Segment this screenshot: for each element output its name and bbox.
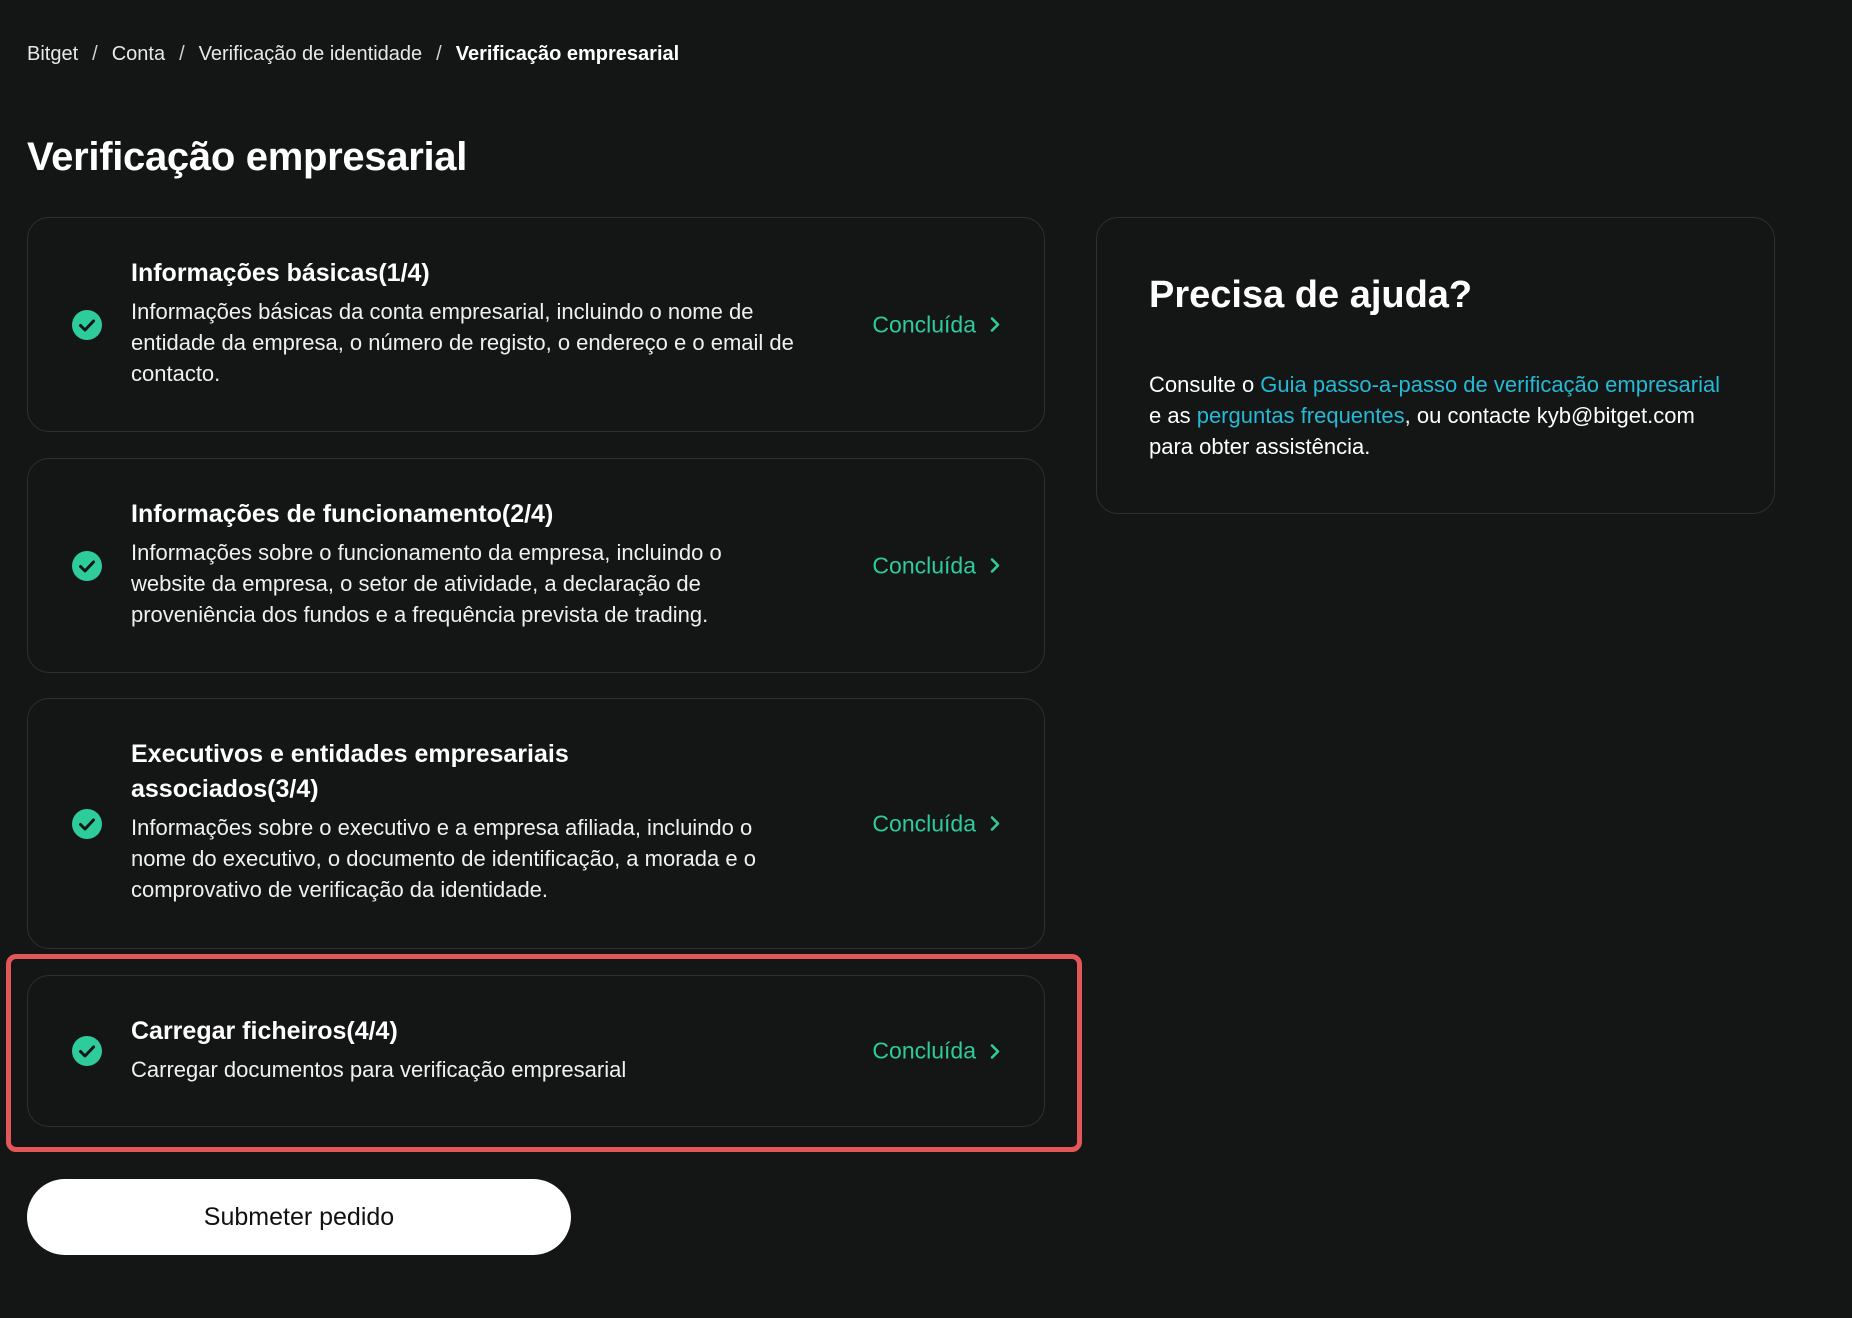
step-description: Informações sobre o executivo e a empresa afiliada, incluindo o nome do executivo, o documento de identificação, a morada e o comprovativo de verificação da identidade. bbox=[131, 815, 756, 902]
step-card-executives[interactable] bbox=[27, 698, 1045, 949]
step-text bbox=[131, 1014, 796, 1085]
help-card bbox=[1096, 217, 1775, 514]
step-description: Informações sobre o funcionamento da empresa, incluindo o website da empresa, o setor de atividade, a declaração de proveniência dos fundos e a frequência prevista de trading. bbox=[131, 540, 722, 627]
breadcrumb-separator: / bbox=[179, 43, 185, 65]
step-status-link[interactable] bbox=[872, 810, 1000, 837]
chevron-right-icon bbox=[990, 1043, 1000, 1059]
help-text-part: Consulte o bbox=[1149, 372, 1261, 397]
step-title: Informações básicas(1/4) bbox=[131, 259, 430, 287]
breadcrumb-identity-verification[interactable]: Verificação de identidade bbox=[198, 43, 423, 65]
step-title: Carregar ficheiros(4/4) bbox=[131, 1017, 398, 1045]
help-title: Precisa de ajuda? bbox=[1149, 274, 1473, 316]
step-card-upload-files[interactable] bbox=[27, 975, 1045, 1127]
step-description: Informações básicas da conta empresarial, incluindo o nome de entidade da empresa, o número de registo, o endereço e o email de contacto. bbox=[131, 299, 794, 386]
step-description: Carregar documentos para verificação empresarial bbox=[131, 1057, 627, 1082]
breadcrumb bbox=[27, 43, 679, 66]
step-text bbox=[131, 256, 796, 389]
step-status-link[interactable] bbox=[872, 311, 1000, 338]
step-card-basic-info[interactable] bbox=[27, 217, 1045, 432]
step-status-label: Concluída bbox=[872, 311, 976, 337]
step-card-operations-info[interactable] bbox=[27, 458, 1045, 673]
step-text bbox=[131, 737, 756, 905]
breadcrumb-separator: / bbox=[92, 43, 98, 65]
step-status-label: Concluída bbox=[872, 552, 976, 578]
step-status-link[interactable] bbox=[872, 1038, 1000, 1065]
chevron-right-icon bbox=[990, 816, 1000, 832]
step-text bbox=[131, 497, 796, 630]
check-circle-icon bbox=[72, 1036, 102, 1066]
step-title: Executivos e entidades empresariais associados(3/4) bbox=[131, 740, 569, 803]
step-status-label: Concluída bbox=[872, 1037, 976, 1064]
faq-link[interactable]: perguntas frequentes bbox=[1196, 403, 1405, 428]
breadcrumb-conta[interactable]: Conta bbox=[111, 43, 166, 65]
breadcrumb-separator: / bbox=[436, 43, 442, 65]
breadcrumb-bitget[interactable]: Bitget bbox=[27, 43, 79, 65]
submit-request-button[interactable]: Submeter pedido bbox=[27, 1179, 571, 1255]
help-text-part: , ou contacte kyb@bitget.com para obter assistência. bbox=[1149, 403, 1695, 459]
check-circle-icon bbox=[72, 310, 102, 340]
help-text bbox=[1149, 369, 1729, 462]
guide-link[interactable]: Guia passo-a-passo de verificação empresarial bbox=[1260, 372, 1721, 397]
check-circle-icon bbox=[72, 551, 102, 581]
step-status-label: Concluída bbox=[872, 810, 976, 836]
step-status-link[interactable] bbox=[872, 552, 1000, 579]
step-title: Informações de funcionamento(2/4) bbox=[131, 500, 554, 528]
help-text-part: e as bbox=[1149, 403, 1197, 428]
chevron-right-icon bbox=[990, 317, 1000, 333]
chevron-right-icon bbox=[990, 558, 1000, 574]
check-circle-icon bbox=[72, 809, 102, 839]
breadcrumb-current: Verificação empresarial bbox=[455, 43, 680, 65]
page-title: Verificação empresarial bbox=[27, 135, 468, 179]
